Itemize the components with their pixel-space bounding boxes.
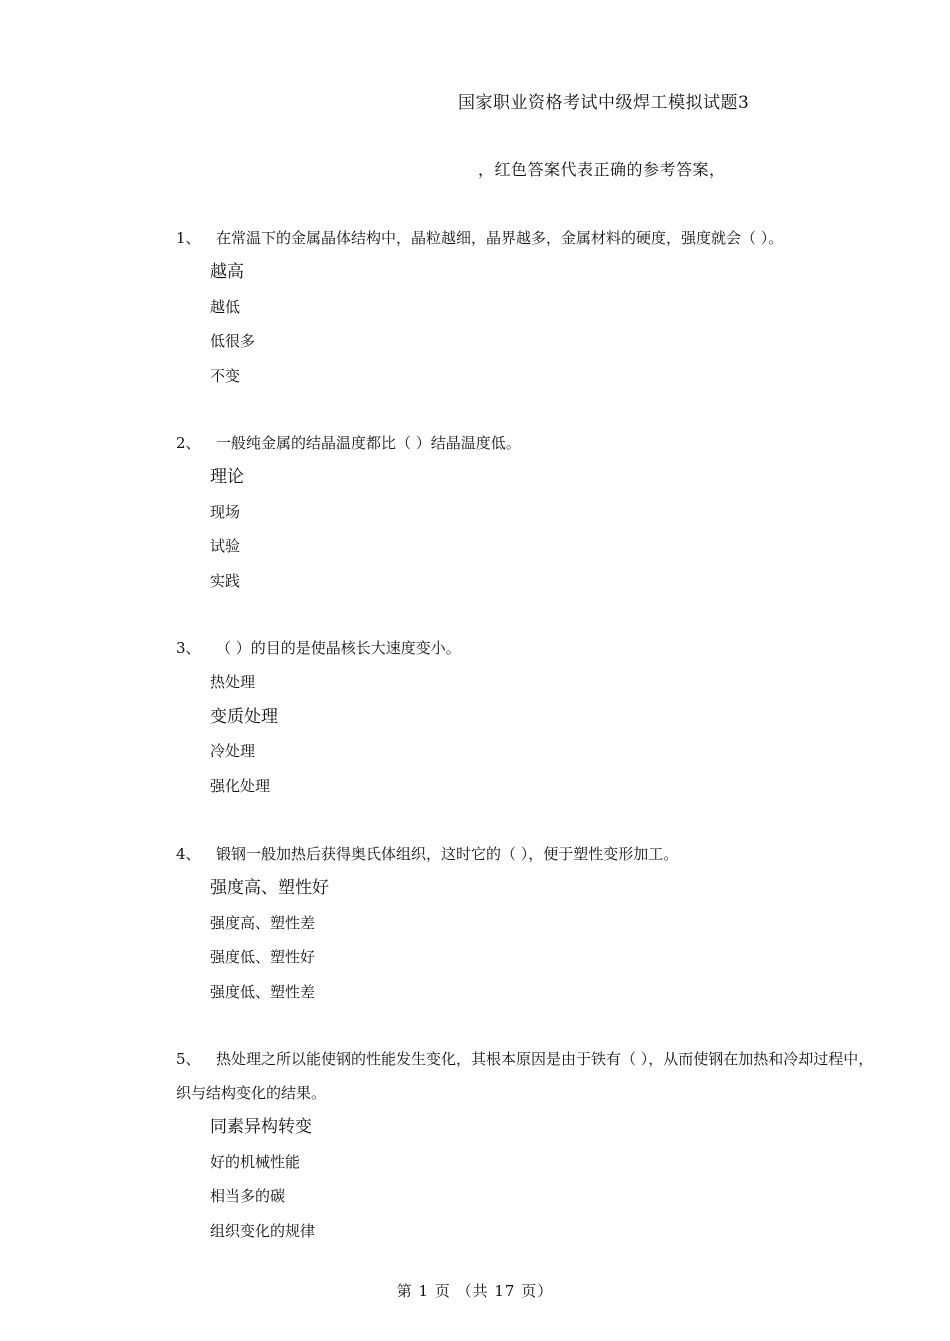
option-a: 强度高、塑性好 xyxy=(210,878,329,898)
option-list xyxy=(210,871,950,1009)
option-b: 好的机械性能 xyxy=(210,1152,301,1171)
option-b: 现场 xyxy=(210,502,241,521)
question-text: 在常温下的金属晶体结构中，晶粒越细，晶界越多，金属材料的硬度，强度就会（ ）。 xyxy=(216,229,784,247)
question-text: （ ）的目的是使晶核长大速度变小。 xyxy=(216,639,461,657)
question-number: 3、 xyxy=(176,639,201,657)
question-text: 锻钢一般加热后获得奥氏体组织，这时它的（ ），便于塑性变形加工。 xyxy=(216,845,679,863)
question-4 xyxy=(176,837,950,1009)
option-c: 低很多 xyxy=(210,332,256,350)
option-d: 不变 xyxy=(210,366,241,385)
option-c: 试验 xyxy=(210,537,241,555)
question-1 xyxy=(176,221,950,393)
option-d: 强化处理 xyxy=(210,776,271,795)
option-c: 冷处理 xyxy=(210,742,256,760)
option-list xyxy=(210,665,950,803)
question-5 xyxy=(176,1042,950,1248)
option-b: 越低 xyxy=(210,297,241,316)
option-list xyxy=(210,460,950,598)
option-d: 强度低、塑性差 xyxy=(210,982,316,1001)
option-list xyxy=(210,255,950,393)
question-number: 1、 xyxy=(176,229,201,247)
option-a: 同素异构转变 xyxy=(210,1117,312,1137)
option-b: 变质处理 xyxy=(210,706,278,727)
option-d: 组织变化的规律 xyxy=(210,1221,316,1240)
question-text: 热处理之所以能使钢的性能发生变化，其根本原因是由于铁有（ ），从而使钢在加热和冷却过程中， xyxy=(216,1050,874,1068)
question-2 xyxy=(176,426,950,598)
option-c: 相当多的碳 xyxy=(210,1187,286,1205)
option-d: 实践 xyxy=(210,571,241,590)
document-subtitle: ，红色答案代表正确的参考答案， xyxy=(478,160,726,179)
page-footer: 第 1 页 （共 17 页） xyxy=(396,1282,554,1300)
question-number: 2、 xyxy=(176,434,201,452)
option-list xyxy=(210,1110,950,1248)
question-text: 一般纯金属的结晶温度都比（ ）结晶温度低。 xyxy=(216,434,521,452)
document-title: 国家职业资格考试中级焊工模拟试题3 xyxy=(458,93,750,113)
question-number: 5、 xyxy=(176,1050,201,1068)
option-c: 强度低、塑性好 xyxy=(210,948,316,966)
question-text-continued: 织与结构变化的结果。 xyxy=(176,1084,327,1102)
option-a: 理论 xyxy=(210,467,244,487)
option-a: 热处理 xyxy=(210,673,256,691)
question-3 xyxy=(176,631,950,803)
question-number: 4、 xyxy=(176,845,201,863)
option-b: 强度高、塑性差 xyxy=(210,913,316,932)
option-a: 越高 xyxy=(210,262,244,282)
